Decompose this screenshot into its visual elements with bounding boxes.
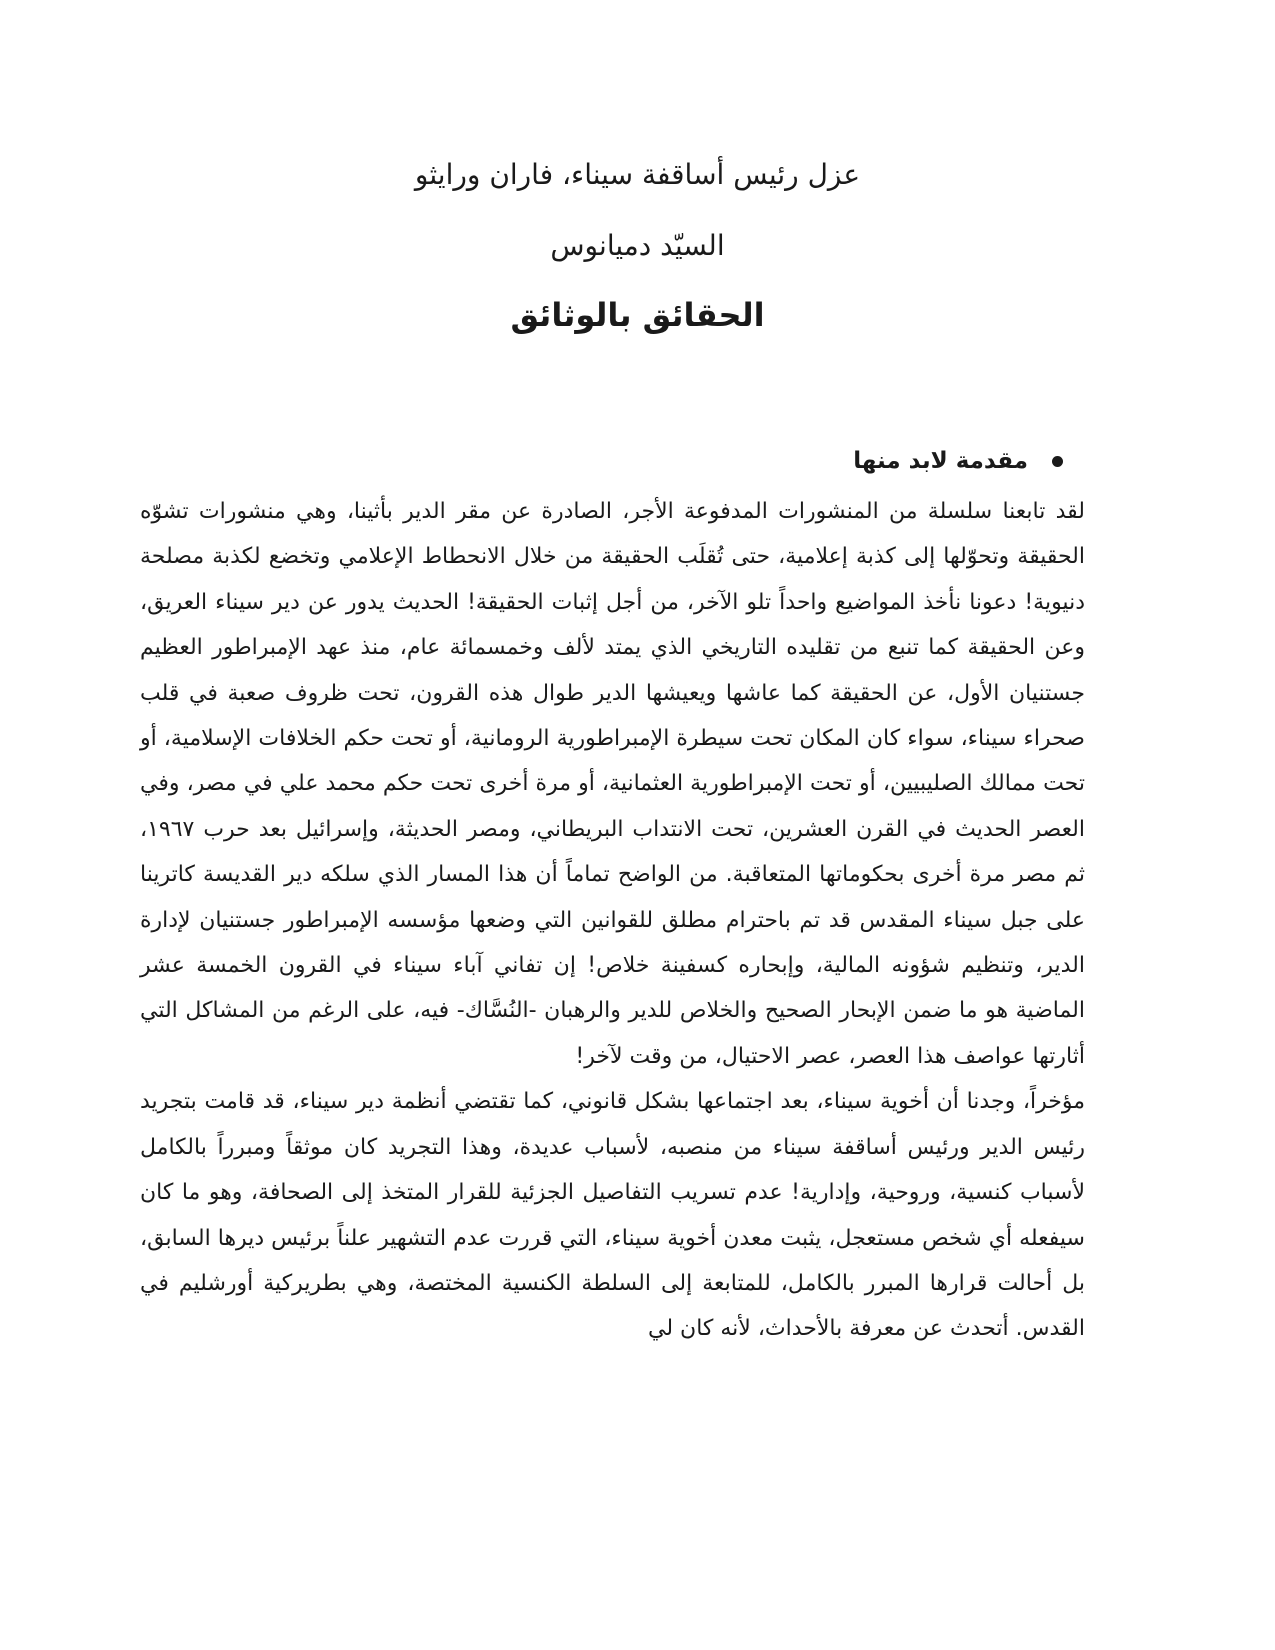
title-line-1: عزل رئيس أساقفة سيناء، فاران ورايثو: [414, 158, 861, 191]
main-title: الحقائق بالوثائق: [510, 296, 765, 334]
body-text: [140, 489, 1085, 1352]
bullet-icon: [1052, 456, 1063, 467]
paragraph-intro: لقد تابعنا سلسلة من المنشورات المدفوعة الأجر، الصادرة عن مقر الدير بأثينا، وهي منشورات تشوّه الحقيقة وتحوّلها إلى كذبة إعلامية، حتى تُقلَب الحقيقة من خلال الانحطاط الإعلامي وتخضع لكذبة مصلحة دنيوية! دعونا نأخذ المواضيع واحداً تلو الآخر، من أجل إثبات الحقيقة! الحديث يدور عن دير سيناء العريق، وعن الحقيقة كما تنبع من تقليده التاريخي الذي يمتد لألف وخمسمائة عام، منذ عهد الإمبراطور العظيم جستنيان الأول، عن الحقيقة كما عاشها ويعيشها الدير طوال هذه القرون، تحت ظروف صعبة في قلب صحراء سيناء، سواء كان المكان تحت سيطرة الإمبراطورية الرومانية، أو تحت حكم الخلافات الإسلامية، أو تحت ممالك الصليبيين، أو تحت الإمبراطورية العثمانية، أو مرة أخرى تحت حكم محمد علي في مصر، وفي العصر الحديث في القرن العشرين، تحت الانتداب البريطاني، ومصر الحديثة، وإسرائيل بعد حرب ١٩٦٧، ثم مصر مرة أخرى بحكوماتها المتعاقبة. من الواضح تماماً أن هذا المسار الذي سلكه دير القديسة كاترينا على جبل سيناء المقدس قد تم باحترام مطلق للقوانين التي وضعها مؤسسه الإمبراطور جستنيان لإدارة الدير، وتنظيم شؤونه المالية، وإبحاره كسفينة خلاص! إن تفاني آباء سيناء في القرون الخمسة عشر الماضية هو ما ضمن الإبحار الصحيح والخلاص للدير والرهبان -النُسَّاك- فيه، على الرغم من المشاكل التي أثارتها عواصف هذا العصر، عصر الاحتيال، من وقت لآخر!: [140, 499, 1085, 1069]
paragraph-deposition: مؤخراً، وجدنا أن أخوية سيناء، بعد اجتماعها بشكل قانوني، كما تقتضي أنظمة دير سيناء، قد قامت بتجريد رئيس الدير ورئيس أساقفة سيناء من منصبه، لأسباب عديدة، وهذا التجريد كان موثقاً ومبرراً بالكامل لأسباب كنسية، وروحية، وإدارية! عدم تسريب التفاصيل الجزئية للقرار المتخذ إلى الصحافة، وهو ما كان سيفعله أي شخص مستعجل، يثبت معدن أخوية سيناء، التي قررت عدم التشهير علناً برئيس ديرها السابق، بل أحالت قرارها المبرر بالكامل، للمتابعة إلى السلطة الكنسية المختصة، وهي بطريركية أورشليم في القدس. أتحدث عن معرفة بالأحداث، لأنه كان لي: [140, 1089, 1085, 1342]
section-heading: [853, 446, 1063, 476]
section-heading-label: مقدمة لابد منها: [853, 448, 1028, 474]
title-line-2: السيّد دميانوس: [550, 229, 725, 262]
